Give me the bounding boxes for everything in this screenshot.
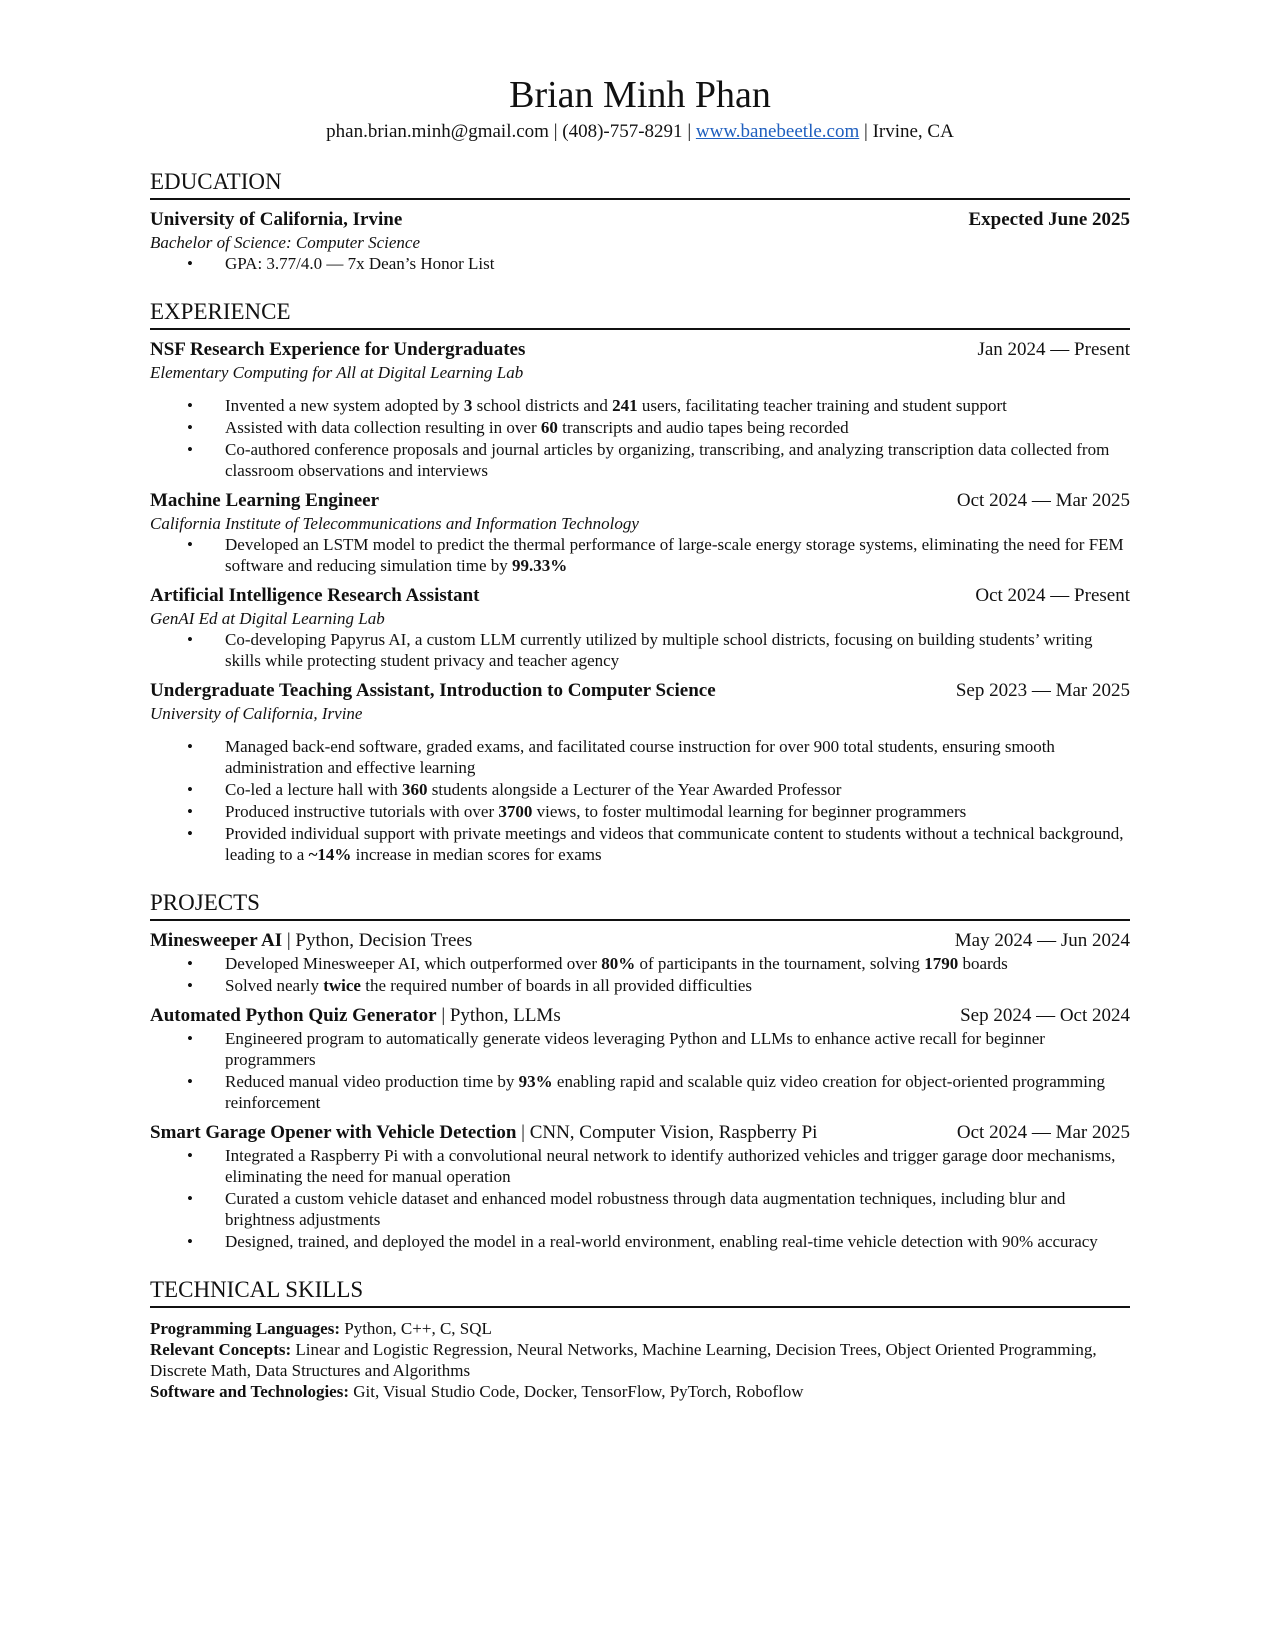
experience-entry-ai-research [150, 584, 1130, 671]
project-date: Oct 2024 — Mar 2025 [956, 1122, 1130, 1143]
project-name: Automated Python Quiz Generator [150, 1005, 437, 1026]
school-name: University of California, Irvine [150, 209, 403, 230]
role-date: Oct 2024 — Mar 2025 [956, 490, 1130, 511]
organization: Elementary Computing for All at Digital Learning Lab [150, 363, 524, 382]
experience-entry-teaching-assistant [150, 679, 1130, 865]
project-entry-minesweeper [150, 929, 1130, 996]
list-item: • Solved nearly twice the required number of boards in all provided difficulties [225, 975, 1130, 996]
project-tech: | Python, Decision Trees [282, 930, 473, 951]
organization: GenAI Ed at Digital Learning Lab [150, 609, 385, 628]
list-item: • Engineered program to automatically generate videos leveraging Python and LLMs to enhance active recall for beginner programmers [225, 1028, 1130, 1070]
phone: (408)-757-8291 [562, 121, 683, 142]
project-tech: | Python, LLMs [436, 1005, 561, 1026]
separator: | [548, 121, 563, 142]
list-item: • Provided individual support with private meetings and videos that communicate content to students without a technical background, leading to a ~14% increase in median scores for exams [225, 823, 1130, 865]
role-date: Jan 2024 — Present [977, 339, 1130, 360]
section-title-experience: EXPERIENCE [150, 298, 1130, 330]
project-bullets [150, 1145, 1130, 1252]
skills-languages: Programming Languages: Python, C++, C, SQL [150, 1319, 492, 1338]
list-item: • Developed Minesweeper AI, which outperformed over 80% of participants in the tournament, solving 1790 boards [225, 953, 1130, 974]
resume-page [150, 72, 1130, 1402]
section-title-projects: PROJECTS [150, 889, 1130, 921]
list-item: • Co-developing Papyrus AI, a custom LLM currently utilized by multiple school districts, focusing on building students’ writing skills while protecting student privacy and teacher agency [225, 629, 1130, 671]
email: phan.brian.minh@gmail.com [326, 121, 549, 142]
role-title: Machine Learning Engineer [150, 490, 380, 511]
list-item: • Invented a new system adopted by 3 school districts and 241 users, facilitating teacher training and student support [225, 395, 1130, 416]
list-item: • Reduced manual video production time by 93% enabling rapid and scalable quiz video creation for object-oriented programming reinforcement [225, 1071, 1130, 1113]
section-title-technical-skills: TECHNICAL SKILLS [150, 1276, 1130, 1308]
organization: California Institute of Telecommunications and Information Technology [150, 514, 639, 533]
experience-bullets [150, 534, 1130, 576]
role-title: NSF Research Experience for Undergraduates [150, 339, 526, 360]
skills-block [150, 1318, 1130, 1402]
separator: | [682, 121, 696, 142]
role-title: Undergraduate Teaching Assistant, Introduction to Computer Science [150, 680, 716, 701]
list-item: • Co-led a lecture hall with 360 students alongside a Lecturer of the Year Awarded Professor [225, 779, 1130, 800]
list-item: • Co-authored conference proposals and journal articles by organizing, transcribing, and analyzing transcription data collected from classroom observations and interviews [225, 439, 1130, 481]
project-entry-quiz-generator [150, 1004, 1130, 1113]
project-entry-smart-garage [150, 1121, 1130, 1252]
contact-line [150, 120, 1130, 144]
location: Irvine, CA [872, 121, 954, 142]
project-name: Minesweeper AI [150, 930, 283, 951]
skills-concepts: Relevant Concepts: Linear and Logistic Regression, Neural Networks, Machine Learning, Decision Trees, Object Oriented Programming, Discrete Math, Data Structures and Algorithms [150, 1340, 1097, 1380]
skills-software: Software and Technologies: Git, Visual Studio Code, Docker, TensorFlow, PyTorch, Roboflow [150, 1382, 804, 1401]
website-link[interactable]: www.banebeetle.com [695, 121, 860, 142]
experience-bullets [150, 736, 1130, 865]
list-item: • Designed, trained, and deployed the model in a real-world environment, enabling real-time vehicle detection with 90% accuracy [225, 1231, 1130, 1252]
experience-entry-nsf [150, 338, 1130, 481]
experience-bullets [150, 629, 1130, 671]
list-item: • Curated a custom vehicle dataset and enhanced model robustness through data augmentation techniques, including blur and brightness adjustments [225, 1188, 1130, 1230]
list-item: • Managed back-end software, graded exams, and facilitated course instruction for over 900 total students, ensuring smooth administration and effective learning [225, 736, 1130, 778]
project-date: May 2024 — Jun 2024 [954, 930, 1130, 951]
list-item: • GPA: 3.77/4.0 — 7x Dean’s Honor List [225, 253, 1130, 274]
role-date: Oct 2024 — Present [975, 585, 1130, 606]
role-title: Artificial Intelligence Research Assistant [150, 585, 480, 606]
project-name: Smart Garage Opener with Vehicle Detection [150, 1122, 517, 1143]
list-item: • Produced instructive tutorials with over 3700 views, to foster multimodal learning for beginner programmers [225, 801, 1130, 822]
experience-bullets [150, 395, 1130, 481]
education-bullets [150, 253, 1130, 274]
list-item: • Integrated a Raspberry Pi with a convolutional neural network to identify authorized vehicles and trigger garage door mechanisms, eliminating the need for manual operation [225, 1145, 1130, 1187]
candidate-name: Brian Minh Phan [509, 74, 771, 116]
list-item: • Developed an LSTM model to predict the thermal performance of large-scale energy storage systems, eliminating the need for FEM software and reducing simulation time by 99.33% [225, 534, 1130, 576]
project-tech: | CNN, Computer Vision, Raspberry Pi [516, 1122, 818, 1143]
education-date: Expected June 2025 [968, 209, 1130, 230]
list-item: • Assisted with data collection resulting in over 60 transcripts and audio tapes being recorded [225, 417, 1130, 438]
separator: | [859, 121, 873, 142]
education-entry [150, 208, 1130, 274]
experience-entry-ml-engineer [150, 489, 1130, 576]
project-bullets [150, 1028, 1130, 1113]
section-title-education: EDUCATION [150, 168, 1130, 200]
role-date: Sep 2023 — Mar 2025 [955, 680, 1130, 701]
project-date: Sep 2024 — Oct 2024 [960, 1005, 1130, 1026]
organization: University of California, Irvine [150, 704, 363, 723]
degree: Bachelor of Science: Computer Science [150, 233, 421, 252]
project-bullets [150, 953, 1130, 996]
